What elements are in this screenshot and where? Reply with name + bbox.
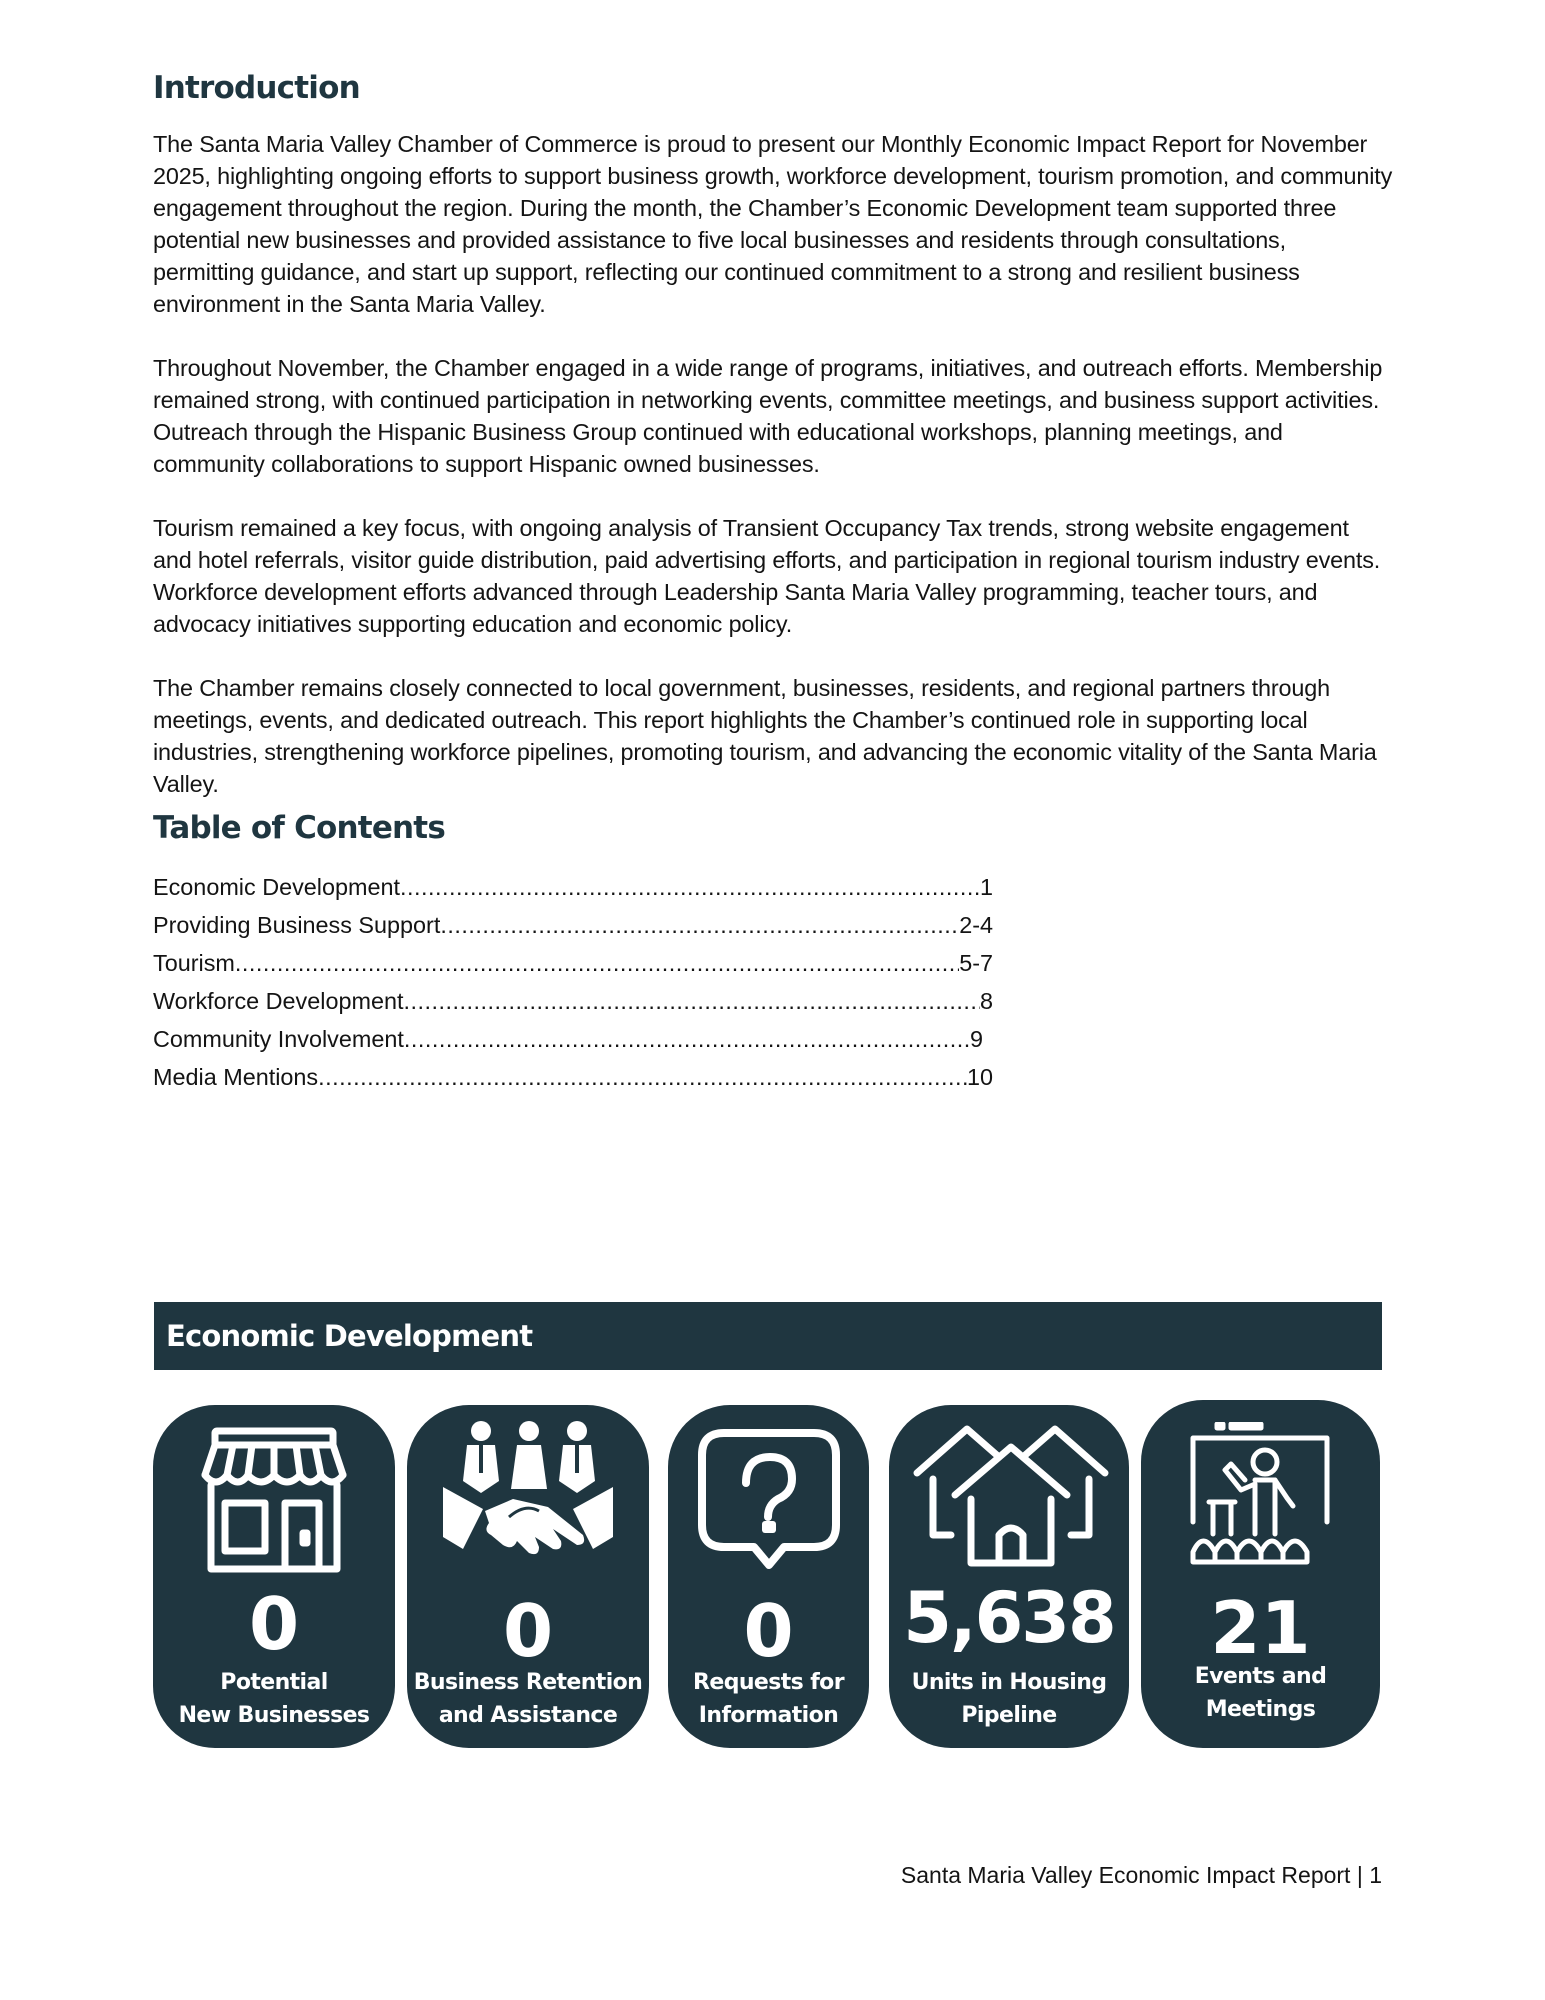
stat-card-housing-units xyxy=(889,1405,1129,1748)
stat-label xyxy=(153,1666,395,1732)
toc-item-community-involvement[interactable] xyxy=(153,1026,983,1064)
toc-item-page: 8 xyxy=(979,988,993,1014)
houses-icon xyxy=(911,1423,1111,1571)
stat-label-line: Business Retention xyxy=(413,1670,643,1695)
toc-leader-dots xyxy=(403,988,980,1015)
stat-value: 0 xyxy=(743,1589,794,1673)
toc-item-page: 1 xyxy=(979,874,993,900)
toc-item-page: 10 xyxy=(966,1064,993,1090)
toc-item-business-support[interactable] xyxy=(153,912,993,950)
stat-card-business-retention xyxy=(407,1405,649,1748)
toc-item-media-mentions[interactable] xyxy=(153,1064,993,1102)
toc-item-page: 2-4 xyxy=(959,912,993,938)
toc-leader-dots xyxy=(440,912,959,939)
toc-item-page: 9 xyxy=(969,1026,983,1052)
question-bubble-icon xyxy=(694,1425,844,1573)
stat-label-line: and Assistance xyxy=(438,1703,618,1728)
toc-leader-dots xyxy=(235,950,959,977)
stat-label-line: Units in Housing xyxy=(911,1670,1107,1695)
stat-value: 0 xyxy=(248,1582,300,1666)
intro-paragraph: Throughout November, the Chamber engaged in a wide range of programs, initiatives, and outreach efforts. Membership remained strong, with continued participation in networking events, committee meetings, and business support activities. Outreach through the Hispanic Business Group continued with educational workshops, planning meetings, and community collaborations to support Hispanic owned businesses. xyxy=(153,355,1383,477)
section-title: Economic Development xyxy=(166,1319,533,1353)
economic-development-banner xyxy=(154,1302,1382,1370)
stat-label-line: Meetings xyxy=(1205,1697,1316,1722)
stat-card-events-meetings xyxy=(1141,1400,1380,1748)
toc-item-economic-development[interactable] xyxy=(153,874,993,912)
stat-label-line: Potential xyxy=(220,1670,328,1695)
stat-label-line: Events and xyxy=(1194,1664,1327,1689)
stat-value: 5,638 xyxy=(903,1577,1115,1659)
intro-paragraph: The Chamber remains closely connected to local government, businesses, residents, and regional partners through meetings, events, and dedicated outreach. This report highlights the Chamber’s continued role in supporting local industries, strengthening workforce pipelines, promoting tourism, and advancing the economic vitality of the Santa Maria Valley. xyxy=(153,675,1377,797)
toc-leader-dots xyxy=(400,874,980,901)
introduction-heading: Introduction xyxy=(153,70,360,106)
toc-item-page: 5-7 xyxy=(959,950,993,976)
toc-item-label: Economic Development xyxy=(153,874,401,900)
page-footer: Santa Maria Valley Economic Impact Report | 1 xyxy=(900,1862,1382,1888)
toc-item-workforce-development[interactable] xyxy=(153,988,993,1026)
presentation-audience-icon xyxy=(1189,1422,1333,1572)
stat-value: 0 xyxy=(502,1589,554,1673)
stat-value: 21 xyxy=(1210,1586,1311,1670)
toc-item-label: Media Mentions xyxy=(153,1064,319,1090)
table-of-contents xyxy=(153,874,993,1102)
stat-label-line: Requests for xyxy=(693,1670,844,1695)
stat-label-line: Information xyxy=(698,1703,839,1728)
toc-heading: Table of Contents xyxy=(153,810,445,846)
introduction-body xyxy=(153,128,1393,832)
toc-leader-dots xyxy=(404,1026,970,1053)
toc-item-label: Providing Business Support xyxy=(153,912,441,938)
toc-item-label: Workforce Development xyxy=(153,988,404,1014)
toc-item-label: Tourism xyxy=(153,950,235,976)
handshake-people-icon xyxy=(443,1419,613,1579)
stat-card-potential-new-businesses xyxy=(153,1405,395,1748)
stat-label-line: New Businesses xyxy=(178,1703,370,1728)
toc-item-label: Community Involvement xyxy=(153,1026,404,1052)
stat-card-requests-for-information xyxy=(668,1405,869,1748)
stat-label-line: Pipeline xyxy=(961,1703,1057,1728)
storefront-icon xyxy=(201,1427,347,1575)
stat-label xyxy=(1141,1660,1380,1726)
toc-item-tourism[interactable] xyxy=(153,950,993,988)
intro-paragraph: The Santa Maria Valley Chamber of Commerce is proud to present our Monthly Economic Impact Report for November 2025, highlighting ongoing efforts to support business growth, workforce development, tourism promotion, and community engagement throughout the region. During the month, the Chamber’s Economic Development team supported three potential new businesses and provided assistance to five local businesses and residents through consultations, permitting guidance, and start up support, reflecting our continued commitment to a strong and resilient business environment in the Santa Maria Valley. xyxy=(153,131,1393,317)
stat-label xyxy=(668,1666,869,1732)
stat-label xyxy=(889,1666,1129,1732)
toc-leader-dots xyxy=(318,1064,967,1091)
intro-paragraph: Tourism remained a key focus, with ongoing analysis of Transient Occupancy Tax trends, strong website engagement and hotel referrals, visitor guide distribution, paid advertising efforts, and participation in regional tourism industry events. Workforce development efforts advanced through Leadership Santa Maria Valley programming, teacher tours, and advocacy initiatives supporting education and economic policy. xyxy=(153,515,1381,637)
stat-label xyxy=(407,1666,649,1732)
